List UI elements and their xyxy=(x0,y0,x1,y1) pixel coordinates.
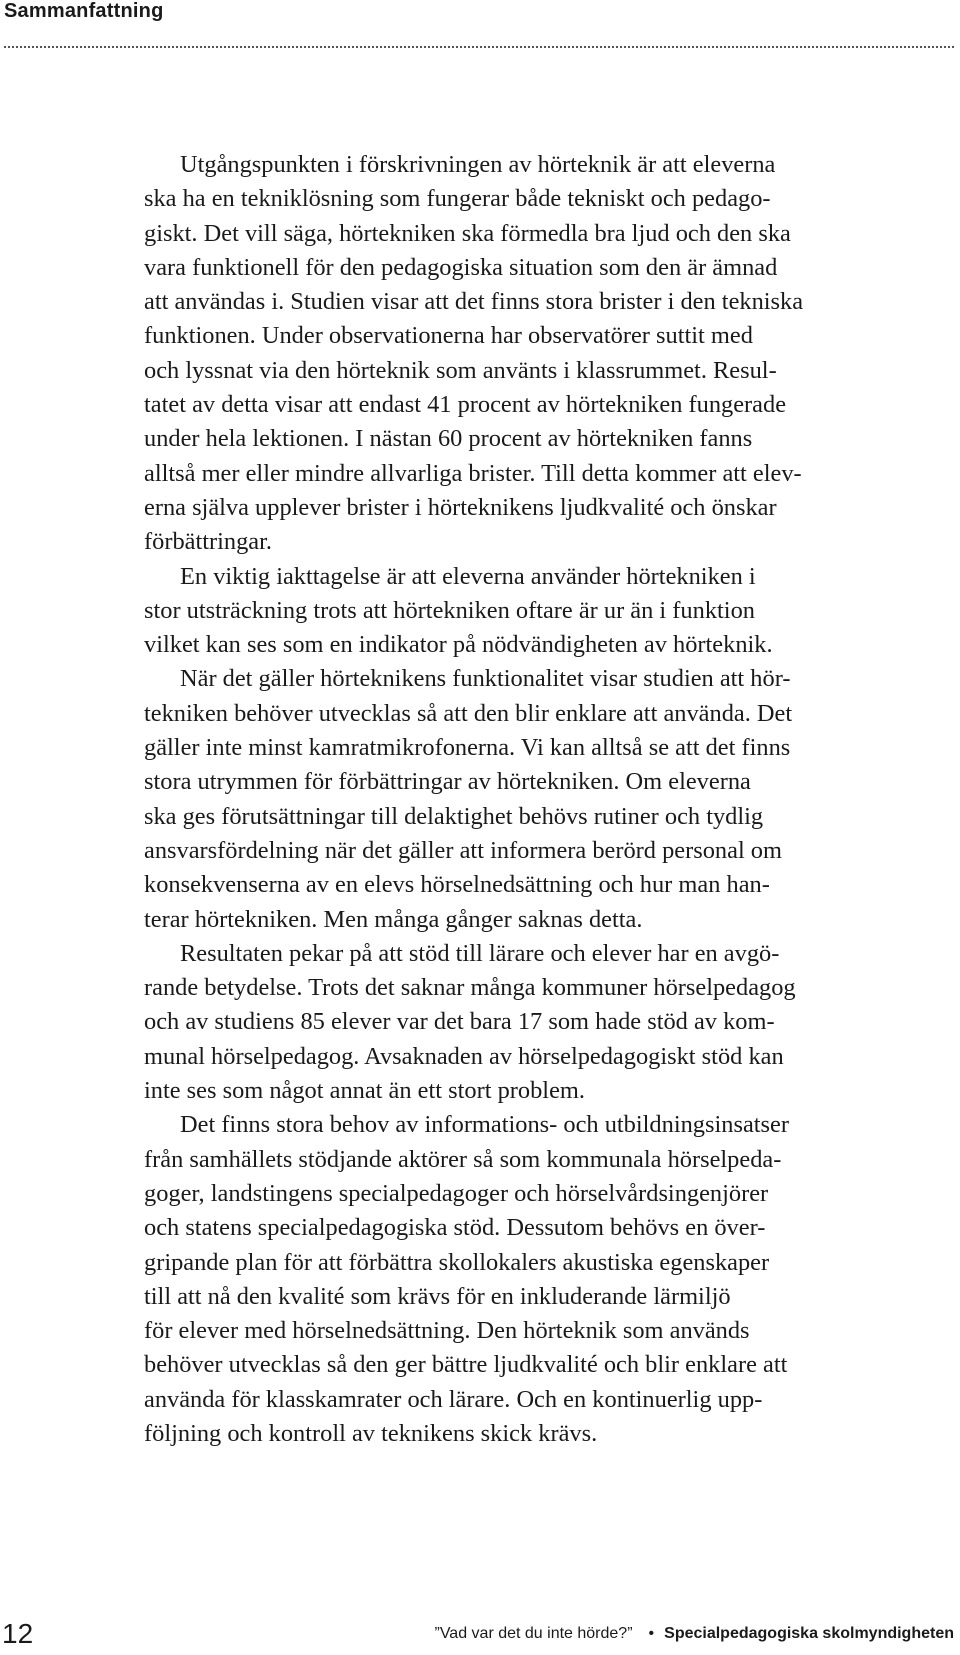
page-number: 12 xyxy=(2,1618,34,1649)
text-line: vara funktionell för den pedagogiska situation som den är ämnad xyxy=(144,253,778,281)
section-title: Sammanfattning xyxy=(4,0,164,22)
text-line: använda för klasskamrater och lärare. Och en kontinuerlig upp- xyxy=(144,1385,763,1413)
text-line: och av studiens 85 elever var det bara 17 som hade stöd av kom- xyxy=(144,1008,775,1036)
text-line: konsekvenserna av en elevs hörselnedsättning och hur man han- xyxy=(144,871,770,899)
text-line: När det gäller hörteknikens funktionalitet visar studien att hör- xyxy=(180,665,791,693)
organization-name: Specialpedagogiska skolmyndigheten xyxy=(664,1625,954,1642)
header-divider xyxy=(4,46,954,48)
text-line: munal hörselpedagog. Avsaknaden av hörselpedagogiskt stöd kan xyxy=(144,1042,784,1070)
text-line: tatet av detta visar att endast 41 procent av hörtekniken fungerade xyxy=(144,391,787,419)
text-line: gäller inte minst kamratmikrofonerna. Vi kan alltså se att det finns xyxy=(144,734,791,762)
paragraph xyxy=(144,1108,944,1451)
text-line: vilket kan ses som en indikator på nödvändigheten av hörteknik. xyxy=(144,631,773,659)
publication-title: ”Vad var det du inte hörde?” xyxy=(434,1625,633,1642)
body-text xyxy=(144,148,944,1451)
text-line: och lyssnat via den hörteknik som använts i klassrummet. Resul- xyxy=(144,356,777,384)
text-line: ska ges förutsättningar till delaktighet behövs rutiner och tydlig xyxy=(144,802,764,830)
text-line: Utgångspunkten i förskrivningen av hörteknik är att eleverna xyxy=(180,151,776,178)
text-line: behöver utvecklas så den ger bättre ljudkvalité och blir enklare att xyxy=(144,1351,788,1379)
text-line: Resultaten pekar på att stöd till lärare och elever har en avgö- xyxy=(180,939,780,967)
text-line: från samhällets stödjande aktörer så som kommunala hörselpeda- xyxy=(144,1145,782,1173)
text-line: stora utrymmen för förbättringar av hörtekniken. Om eleverna xyxy=(144,768,751,796)
footer-bullet: • xyxy=(648,1625,655,1642)
text-line: giskt. Det vill säga, hörtekniken ska förmedla bra ljud och den ska xyxy=(144,219,791,247)
text-line: och statens specialpedagogiska stöd. Dessutom behövs en över- xyxy=(144,1214,766,1242)
text-line: för elever med hörselnedsättning. Den hörteknik som används xyxy=(144,1317,750,1345)
text-line: ansvarsfördelning när det gäller att informera berörd personal om xyxy=(144,836,782,864)
text-line: erna själva upplever brister i hörteknikens ljudkvalité och önskar xyxy=(144,493,777,521)
text-line: goger, landstingens specialpedagoger och hörselvårdsingenjörer xyxy=(144,1179,769,1207)
footer-info xyxy=(434,1624,954,1644)
text-line: En viktig iakttagelse är att eleverna använder hörtekniken i xyxy=(180,562,756,590)
paragraph xyxy=(144,937,944,1108)
paragraph xyxy=(144,560,944,663)
text-line: gripande plan för att förbättra skollokalers akustiska egenskaper xyxy=(144,1248,770,1276)
text-line: Det finns stora behov av informations- och utbildningsinsatser xyxy=(180,1111,789,1139)
text-line: rande betydelse. Trots det saknar många kommuner hörselpedagog xyxy=(144,974,796,1002)
text-line: terar hörtekniken. Men många gånger saknas detta. xyxy=(144,905,643,933)
text-line: att användas i. Studien visar att det finns stora brister i den tekniska xyxy=(144,288,804,316)
paragraph xyxy=(144,148,944,560)
text-line: följning och kontroll av teknikens skick krävs. xyxy=(144,1419,598,1447)
text-line: funktionen. Under observationerna har observatörer suttit med xyxy=(144,322,753,350)
text-line: alltså mer eller mindre allvarliga brister. Till detta kommer att elev- xyxy=(144,459,802,487)
paragraph xyxy=(144,662,944,936)
text-line: tekniken behöver utvecklas så att den blir enklare att använda. Det xyxy=(144,699,793,727)
text-line: inte ses som något annat än ett stort problem. xyxy=(144,1077,585,1105)
text-line: förbättringar. xyxy=(144,528,273,556)
text-line: ska ha en tekniklösning som fungerar både tekniskt och pedago- xyxy=(144,185,771,213)
text-line: till att nå den kvalité som krävs för en inkluderande lärmiljö xyxy=(144,1282,731,1310)
text-line: stor utsträckning trots att hörtekniken oftare är ur än i funktion xyxy=(144,596,755,624)
text-line: under hela lektionen. I nästan 60 procent av hörtekniken fanns xyxy=(144,425,753,453)
